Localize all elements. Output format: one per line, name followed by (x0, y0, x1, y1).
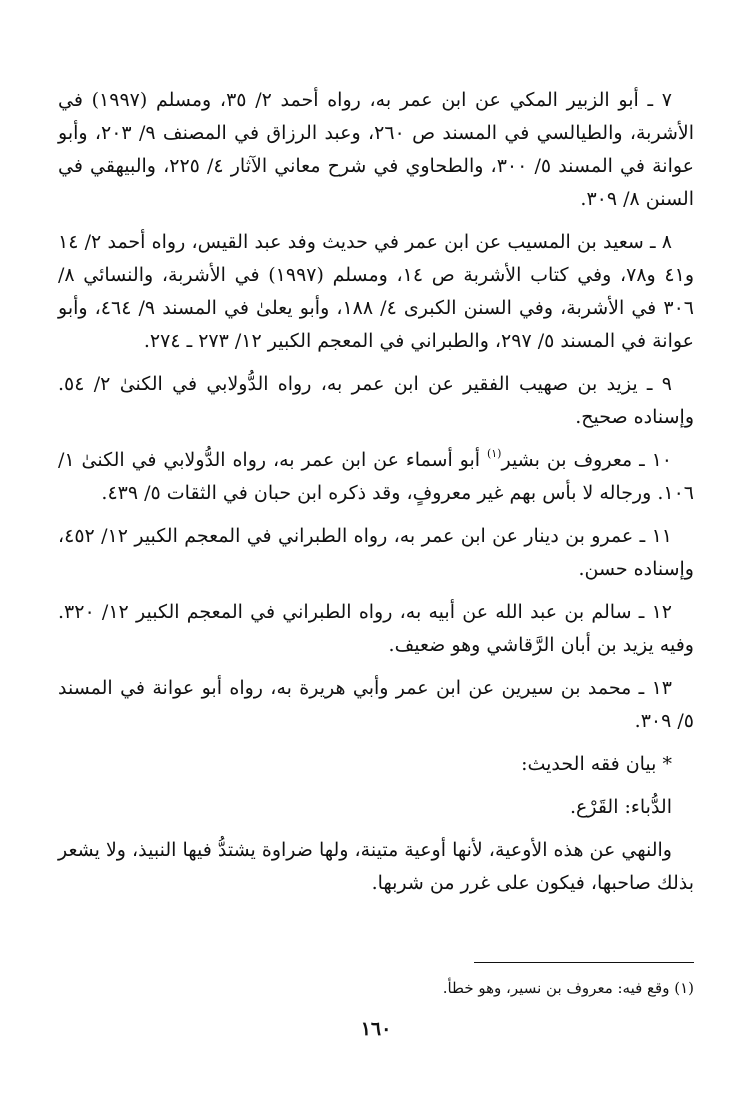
hadith-chain-13: ١٣ ـ محمد بن سيرين عن ابن عمر وأبي هريرة به، رواه أبو عوانة في المسند ٥/ ٣٠٩. (58, 677, 694, 732)
closing-paragraph: والنهي عن هذه الأوعية، لأنها أوعية متينة، ولها ضراوة يشتدُّ فيها النبيذ، ولا يشعر بذلك صاحبها، فيكون على غرر من شربها. (58, 839, 694, 894)
hadith-chain-10-end: أبو أسماء عن ابن عمر به، رواه الدُّولابي في الكنىٰ ١/ ١٠٦. ورجاله لا بأس بهم غير معروفٍ، وقد ذكره ابن حبان في الثقات ٥/ ٤٣٩. (58, 449, 694, 504)
footnote-marker: (١) (486, 447, 502, 460)
hadith-chain-9: ٩ ـ يزيد بن صهيب الفقير عن ابن عمر به، رواه الدُّولابي في الكنىٰ ٢/ ٥٤. وإسناده صحيح. (58, 373, 694, 428)
hadith-chain-7: ٧ ـ أبو الزبير المكي عن ابن عمر به، رواه أحمد ٢/ ٣٥، ومسلم (١٩٩٧) في الأشربة، والطيالسي في المسند ص ٢٦٠، وعبد الرزاق في المصنف ٩/ ٢٠٣، وأبو عوانة في المسند ٥/ ٣٠٠، والطحاوي في شرح معاني الآثار ٤/ ٢٢٥، والبيهقي في السنن ٨/ ٣٠٩. (58, 89, 695, 210)
hadith-chain-12: ١٢ ـ سالم بن عبد الله عن أبيه به، رواه الطبراني في المعجم الكبير ١٢/ ٣٢٠. وفيه يزيد بن أبان الرَّقاشي وهو ضعيف. (58, 601, 694, 656)
section-heading: * بيان فقه الحديث: (521, 753, 672, 775)
hadith-chain-11: ١١ ـ عمرو بن دينار عن ابن عمر به، رواه الطبراني في المعجم الكبير ١٢/ ٤٥٢، وإسناده حسن. (58, 525, 694, 580)
hadith-chain-10 (58, 444, 694, 510)
definition-line: الدُّباء: القَرْع. (569, 796, 672, 818)
page-body (58, 84, 694, 910)
hadith-chain-8: ٨ ـ سعيد بن المسيب عن ابن عمر في حديث وفد عبد القيس، رواه أحمد ٢/ ١٤ و٤١ و٧٨، وفي كتاب الأشربة ص ١٤، ومسلم (١٩٩٧) في الأشربة، والنسائي ٨/ ٣٠٦ في الأشربة، وفي السنن الكبرى ٤/ ١٨٨، وأبو يعلىٰ في المسند ٩/ ٤٦٤، وأبو عوانة في المسند ٥/ ٢٩٧، والطبراني في المعجم الكبير ١٢/ ٢٧٣ ـ ٢٧٤. (58, 231, 694, 352)
page-number: ١٦٠ (360, 1018, 392, 1040)
footnote: (١) وقع فيه: معروف بن نسير، وهو خطأ. (442, 979, 694, 997)
footnote-divider (474, 962, 694, 963)
hadith-chain-10-start: ١٠ ـ معروف بن بشير (501, 449, 672, 471)
